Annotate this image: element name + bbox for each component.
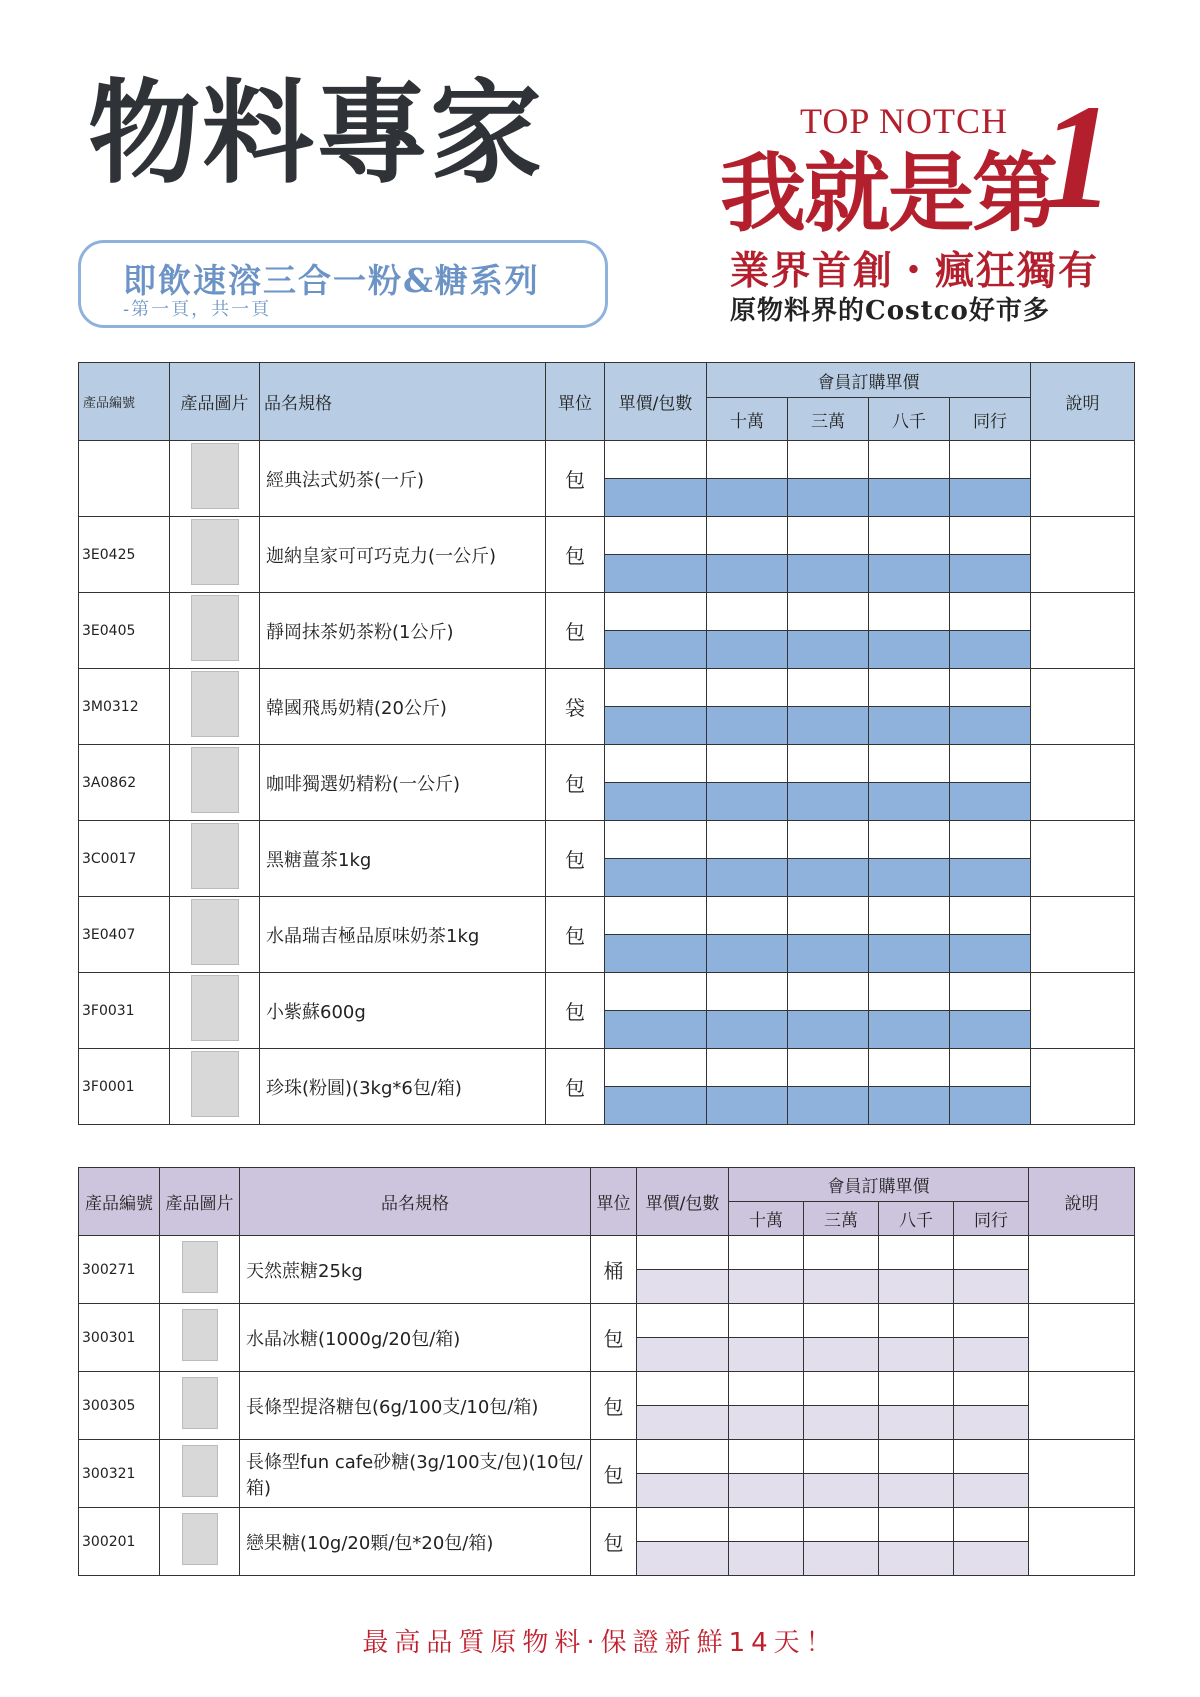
product-name: 珍珠(粉圓)(3kg*6包/箱) [260, 1049, 546, 1125]
price-cell [788, 669, 869, 707]
price-cell [707, 707, 788, 745]
price-cell [637, 1406, 729, 1440]
note-cell [1031, 669, 1135, 745]
number-one: 1 [1040, 74, 1115, 240]
price-cell [707, 1087, 788, 1125]
product-image [191, 443, 239, 509]
table-row [79, 441, 1135, 479]
price-cell [954, 1508, 1029, 1542]
price-cell [950, 631, 1031, 669]
table-row [79, 669, 1135, 707]
price-cell [954, 1542, 1029, 1576]
price-cell [869, 555, 950, 593]
price-cell [605, 555, 707, 593]
price-cell [707, 631, 788, 669]
product-picture [160, 1304, 240, 1372]
price-cell [605, 1011, 707, 1049]
price-cell [788, 973, 869, 1011]
series-title: 即飲速溶三合一粉&糖系列 [123, 261, 540, 300]
product-unit: 包 [591, 1508, 637, 1576]
price-cell [950, 1049, 1031, 1087]
price-cell [729, 1508, 804, 1542]
price-cell [869, 897, 950, 935]
product-name: 韓國飛馬奶精(20公斤) [260, 669, 546, 745]
price-cell [707, 517, 788, 555]
product-code: 3M0312 [79, 669, 170, 745]
note-cell [1031, 821, 1135, 897]
product-picture [170, 745, 260, 821]
price-cell [950, 897, 1031, 935]
table-row [79, 973, 1135, 1011]
price-cell [869, 1087, 950, 1125]
price-cell [950, 593, 1031, 631]
price-cell [707, 593, 788, 631]
price-cell [605, 593, 707, 631]
price-cell [729, 1440, 804, 1474]
header-unit: 單位 [546, 363, 605, 441]
price-cell [879, 1372, 954, 1406]
price-cell [707, 897, 788, 935]
price-cell [879, 1270, 954, 1304]
product-name: 靜岡抹茶奶茶粉(1公斤) [260, 593, 546, 669]
series-box [78, 240, 608, 328]
product-code: 300301 [79, 1304, 160, 1372]
subtitle-2: 原物料界的Costco好市多 [730, 296, 1050, 326]
price-cell [804, 1474, 879, 1508]
price-cell [950, 1087, 1031, 1125]
table-row [79, 1049, 1135, 1087]
product-picture [170, 593, 260, 669]
product-unit: 包 [591, 1372, 637, 1440]
subtitle-1: 業界首創・瘋狂獨有 [730, 248, 1100, 294]
note-cell [1031, 897, 1135, 973]
product-picture [170, 973, 260, 1049]
price-cell [954, 1474, 1029, 1508]
product-code: 3A0862 [79, 745, 170, 821]
price-cell [869, 745, 950, 783]
note-cell [1031, 973, 1135, 1049]
product-code: 3C0017 [79, 821, 170, 897]
price-cell [950, 973, 1031, 1011]
header-price: 單價/包數 [637, 1168, 729, 1236]
header-picture: 產品圖片 [160, 1168, 240, 1236]
product-picture [170, 517, 260, 593]
price-cell [605, 821, 707, 859]
product-image [182, 1309, 218, 1361]
table-row [79, 745, 1135, 783]
price-cell [954, 1338, 1029, 1372]
header-tier: 三萬 [804, 1202, 879, 1236]
product-image [191, 595, 239, 661]
price-cell [729, 1474, 804, 1508]
price-cell [637, 1372, 729, 1406]
note-cell [1031, 1049, 1135, 1125]
header-tier: 八千 [879, 1202, 954, 1236]
product-picture [170, 669, 260, 745]
price-cell [869, 669, 950, 707]
product-picture [170, 821, 260, 897]
price-cell [788, 441, 869, 479]
price-cell [605, 1049, 707, 1087]
price-cell [879, 1440, 954, 1474]
header-member-price: 會員訂購單價 [729, 1168, 1029, 1202]
price-cell [804, 1440, 879, 1474]
product-name: 長條型提洛糖包(6g/100支/10包/箱) [240, 1372, 591, 1440]
product-image [182, 1377, 218, 1429]
table-row [79, 1440, 1135, 1474]
header-tier: 十萬 [729, 1202, 804, 1236]
price-cell [804, 1406, 879, 1440]
price-cell [605, 745, 707, 783]
price-cell [707, 821, 788, 859]
price-cell [879, 1542, 954, 1576]
product-image [182, 1241, 218, 1293]
price-cell [954, 1406, 1029, 1440]
product-unit: 包 [546, 1049, 605, 1125]
price-cell [788, 555, 869, 593]
price-cell [954, 1236, 1029, 1270]
price-cell [637, 1236, 729, 1270]
price-cell [605, 707, 707, 745]
product-name: 黑糖薑茶1kg [260, 821, 546, 897]
price-cell [729, 1406, 804, 1440]
price-cell [950, 669, 1031, 707]
price-cell [707, 973, 788, 1011]
price-cell [869, 441, 950, 479]
product-image [182, 1513, 218, 1565]
price-cell [729, 1372, 804, 1406]
product-unit: 包 [546, 897, 605, 973]
header-tier: 同行 [954, 1202, 1029, 1236]
price-cell [950, 707, 1031, 745]
header-tier: 同行 [950, 398, 1031, 441]
price-cell [788, 517, 869, 555]
price-cell [804, 1236, 879, 1270]
price-cell [950, 555, 1031, 593]
price-cell [879, 1236, 954, 1270]
product-code: 3E0405 [79, 593, 170, 669]
price-cell [788, 479, 869, 517]
price-cell [950, 935, 1031, 973]
price-cell [729, 1236, 804, 1270]
note-cell [1029, 1440, 1135, 1508]
product-image [191, 823, 239, 889]
price-cell [605, 669, 707, 707]
header-code: 產品編號 [79, 363, 170, 441]
price-cell [950, 745, 1031, 783]
header-name: 品名規格 [240, 1168, 591, 1236]
product-name: 迦納皇家可可巧克力(一公斤) [260, 517, 546, 593]
product-picture [160, 1372, 240, 1440]
price-cell [788, 631, 869, 669]
price-cell [788, 707, 869, 745]
product-image [191, 1051, 239, 1117]
header-code: 產品編號 [79, 1168, 160, 1236]
product-unit: 包 [546, 821, 605, 897]
header-member-price: 會員訂購單價 [707, 363, 1031, 398]
page-title: 物料專家 [88, 68, 544, 199]
price-cell [707, 479, 788, 517]
note-cell [1031, 745, 1135, 821]
price-cell [869, 1011, 950, 1049]
price-cell [605, 897, 707, 935]
price-cell [707, 745, 788, 783]
price-cell [869, 593, 950, 631]
price-cell [605, 1087, 707, 1125]
product-code: 300271 [79, 1236, 160, 1304]
table-row [79, 1304, 1135, 1338]
price-cell [869, 783, 950, 821]
product-code: 300305 [79, 1372, 160, 1440]
note-cell [1031, 593, 1135, 669]
price-cell [879, 1304, 954, 1338]
product-picture [170, 441, 260, 517]
product-code: 3F0001 [79, 1049, 170, 1125]
price-cell [869, 821, 950, 859]
price-cell [879, 1508, 954, 1542]
note-cell [1029, 1508, 1135, 1576]
price-cell [788, 1049, 869, 1087]
header-tier: 八千 [869, 398, 950, 441]
product-picture [170, 1049, 260, 1125]
price-cell [804, 1270, 879, 1304]
price-cell [804, 1338, 879, 1372]
price-cell [605, 517, 707, 555]
price-cell [729, 1304, 804, 1338]
product-code: 3E0407 [79, 897, 170, 973]
product-unit: 包 [591, 1304, 637, 1372]
price-cell [788, 745, 869, 783]
product-picture [160, 1508, 240, 1576]
price-cell [707, 669, 788, 707]
price-cell [788, 897, 869, 935]
price-cell [954, 1270, 1029, 1304]
note-cell [1029, 1304, 1135, 1372]
price-cell [879, 1474, 954, 1508]
product-name: 天然蔗糖25kg [240, 1236, 591, 1304]
price-cell [707, 441, 788, 479]
product-name: 小紫蘇600g [260, 973, 546, 1049]
header-note: 說明 [1031, 363, 1135, 441]
price-cell [707, 1049, 788, 1087]
price-cell [605, 859, 707, 897]
header-tier: 十萬 [707, 398, 788, 441]
price-cell [637, 1270, 729, 1304]
product-image [191, 747, 239, 813]
note-cell [1029, 1236, 1135, 1304]
price-cell [950, 441, 1031, 479]
price-cell [788, 821, 869, 859]
product-unit: 包 [546, 441, 605, 517]
price-cell [707, 935, 788, 973]
product-unit: 包 [546, 593, 605, 669]
price-cell [879, 1406, 954, 1440]
price-cell [954, 1304, 1029, 1338]
price-cell [804, 1508, 879, 1542]
price-cell [707, 859, 788, 897]
product-code: 300201 [79, 1508, 160, 1576]
page-info: -第一頁，共一頁 [123, 299, 272, 320]
product-name: 長條型fun cafe砂糖(3g/100支/包)(10包/箱) [240, 1440, 591, 1508]
product-image [191, 671, 239, 737]
product-picture [160, 1440, 240, 1508]
price-cell [788, 783, 869, 821]
product-unit: 包 [546, 745, 605, 821]
top-notch-text: TOP NOTCH [800, 101, 1009, 141]
price-cell [637, 1338, 729, 1372]
price-cell [637, 1474, 729, 1508]
price-cell [950, 479, 1031, 517]
price-cell [637, 1542, 729, 1576]
footer-tagline: 最高品質原物料‧保證新鮮14天！ [362, 1628, 838, 1658]
note-cell [1029, 1372, 1135, 1440]
product-table-2 [78, 1167, 1135, 1576]
product-name: 咖啡獨選奶精粉(一公斤) [260, 745, 546, 821]
price-cell [637, 1304, 729, 1338]
product-code: 3E0425 [79, 517, 170, 593]
header-unit: 單位 [591, 1168, 637, 1236]
price-cell [729, 1338, 804, 1372]
price-cell [869, 1049, 950, 1087]
header-tier: 三萬 [788, 398, 869, 441]
product-image [182, 1445, 218, 1497]
product-image [191, 975, 239, 1041]
price-cell [950, 821, 1031, 859]
price-cell [950, 859, 1031, 897]
price-cell [637, 1508, 729, 1542]
price-cell [788, 859, 869, 897]
price-cell [869, 631, 950, 669]
price-cell [804, 1304, 879, 1338]
product-unit: 包 [591, 1440, 637, 1508]
price-cell [954, 1440, 1029, 1474]
price-cell [729, 1542, 804, 1576]
table-row [79, 821, 1135, 859]
product-name: 水晶冰糖(1000g/20包/箱) [240, 1304, 591, 1372]
product-picture [170, 897, 260, 973]
price-cell [804, 1542, 879, 1576]
price-cell [950, 783, 1031, 821]
price-cell [707, 783, 788, 821]
product-unit: 袋 [546, 669, 605, 745]
product-picture [160, 1236, 240, 1304]
table-row [79, 1508, 1135, 1542]
product-code: 3F0031 [79, 973, 170, 1049]
price-cell [788, 1011, 869, 1049]
price-cell [869, 707, 950, 745]
product-code: 300321 [79, 1440, 160, 1508]
price-cell [788, 593, 869, 631]
header-price: 單價/包數 [605, 363, 707, 441]
price-cell [869, 859, 950, 897]
table-row [79, 1236, 1135, 1270]
note-cell [1031, 517, 1135, 593]
price-cell [707, 1011, 788, 1049]
price-cell [729, 1270, 804, 1304]
price-cell [605, 783, 707, 821]
price-cell [788, 1087, 869, 1125]
product-name: 水晶瑞吉極品原味奶茶1kg [260, 897, 546, 973]
header-picture: 產品圖片 [170, 363, 260, 441]
header-name: 品名規格 [260, 363, 546, 441]
price-cell [950, 1011, 1031, 1049]
product-image [191, 899, 239, 965]
price-cell [605, 479, 707, 517]
price-cell [804, 1372, 879, 1406]
price-cell [950, 517, 1031, 555]
price-cell [869, 479, 950, 517]
product-code [79, 441, 170, 517]
price-cell [637, 1440, 729, 1474]
product-unit: 包 [546, 517, 605, 593]
table-row [79, 593, 1135, 631]
product-image [191, 519, 239, 585]
product-unit: 桶 [591, 1236, 637, 1304]
table-row [79, 517, 1135, 555]
product-name: 經典法式奶茶(一斤) [260, 441, 546, 517]
product-table-1 [78, 362, 1135, 1125]
price-cell [788, 935, 869, 973]
price-cell [707, 555, 788, 593]
price-cell [869, 935, 950, 973]
product-name: 戀果糖(10g/20顆/包*20包/箱) [240, 1508, 591, 1576]
price-cell [954, 1372, 1029, 1406]
header-note: 說明 [1029, 1168, 1135, 1236]
price-cell [869, 973, 950, 1011]
note-cell [1031, 441, 1135, 517]
price-cell [605, 631, 707, 669]
price-cell [605, 441, 707, 479]
price-cell [605, 935, 707, 973]
slogan: 我就是第 [720, 143, 1056, 244]
price-cell [605, 973, 707, 1011]
table-row [79, 897, 1135, 935]
table-row [79, 1372, 1135, 1406]
price-cell [869, 517, 950, 555]
product-unit: 包 [546, 973, 605, 1049]
price-cell [879, 1338, 954, 1372]
